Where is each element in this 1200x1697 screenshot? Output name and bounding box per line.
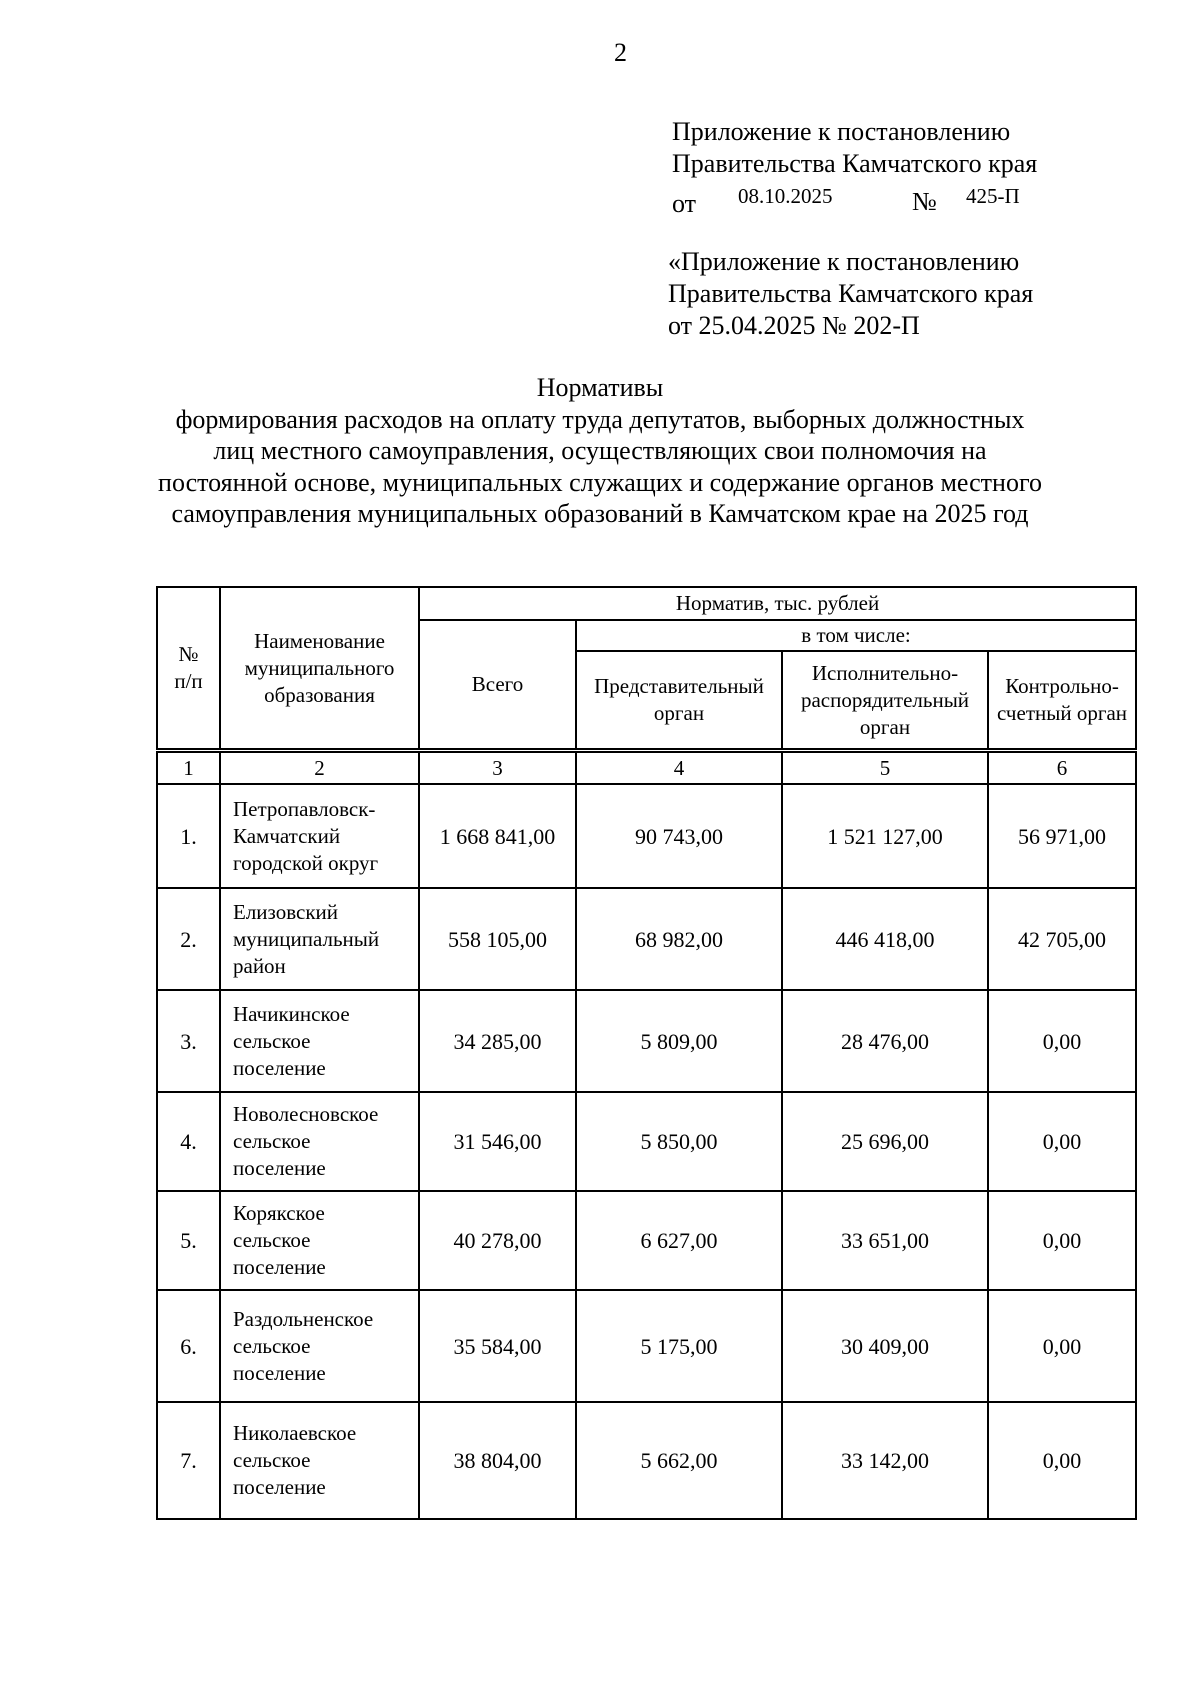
appendix-current-line2: Правительства Камчатского края xyxy=(672,149,1038,178)
header-name: Наименование муниципального образования xyxy=(220,587,419,749)
row-no: 2. xyxy=(157,888,220,990)
row-total: 1 668 841,00 xyxy=(419,784,576,888)
column-number: 2 xyxy=(220,752,419,784)
title-line: постоянной основе, муниципальных служащих и содержание органов местного xyxy=(158,467,1042,497)
appendix-current-line1: Приложение к постановлению xyxy=(672,117,1011,146)
row-no: 7. xyxy=(157,1402,220,1519)
row-representative: 5 175,00 xyxy=(576,1290,782,1402)
row-control: 56 971,00 xyxy=(988,784,1136,888)
from-label: от xyxy=(672,189,697,218)
header-norm-group: Норматив, тыс. рублей xyxy=(419,587,1136,620)
title-line: формирования расходов на оплату труда депутатов, выборных должностных xyxy=(175,404,1025,434)
row-no: 6. xyxy=(157,1290,220,1402)
row-total: 31 546,00 xyxy=(419,1092,576,1191)
row-control: 42 705,00 xyxy=(988,888,1136,990)
column-number: 1 xyxy=(157,752,220,784)
column-number: 3 xyxy=(419,752,576,784)
row-representative: 6 627,00 xyxy=(576,1191,782,1290)
row-no: 4. xyxy=(157,1092,220,1191)
row-no: 3. xyxy=(157,990,220,1092)
row-total: 35 584,00 xyxy=(419,1290,576,1402)
row-executive: 33 651,00 xyxy=(782,1191,988,1290)
title-line: самоуправления муниципальных образований в Камчатском крае на 2025 год xyxy=(171,499,1029,528)
row-total: 558 105,00 xyxy=(419,888,576,990)
appendix-previous-line2: Правительства Камчатского края xyxy=(668,279,1034,308)
row-no: 1. xyxy=(157,784,220,888)
appendix-current-block xyxy=(672,116,1037,216)
row-name: Раздольненское сельское поселение xyxy=(220,1290,419,1402)
appendix-previous-line1: «Приложение к постановлению xyxy=(668,247,1020,276)
table-row xyxy=(157,990,1136,1092)
row-name: Корякское сельское поселение xyxy=(220,1191,419,1290)
row-executive: 30 409,00 xyxy=(782,1290,988,1402)
page-number: 2 xyxy=(614,38,627,67)
header-control: Контрольно-счетный орган xyxy=(988,651,1136,749)
row-representative: 5 809,00 xyxy=(576,990,782,1092)
row-total: 38 804,00 xyxy=(419,1402,576,1519)
number-sign: № xyxy=(912,187,937,216)
header-including: в том числе: xyxy=(576,620,1136,651)
appendix-current-ref xyxy=(672,180,1037,216)
column-number: 5 xyxy=(782,752,988,784)
row-executive: 25 696,00 xyxy=(782,1092,988,1191)
row-representative: 68 982,00 xyxy=(576,888,782,990)
appendix-previous-line3: от 25.04.2025 № 202-П xyxy=(668,311,920,340)
decree-number: 425-П xyxy=(966,184,1020,208)
header-total: Всего xyxy=(419,620,576,749)
row-control: 0,00 xyxy=(988,1191,1136,1290)
title-heading: Нормативы xyxy=(536,373,664,402)
column-numbers-row xyxy=(157,752,1136,784)
table-row xyxy=(157,1092,1136,1191)
row-executive: 446 418,00 xyxy=(782,888,988,990)
table-row xyxy=(157,1290,1136,1402)
row-control: 0,00 xyxy=(988,1290,1136,1402)
row-control: 0,00 xyxy=(988,1402,1136,1519)
appendix-previous-block xyxy=(668,246,1033,342)
table-row xyxy=(157,1191,1136,1290)
table-row xyxy=(157,1402,1136,1519)
column-number: 4 xyxy=(576,752,782,784)
row-representative: 5 850,00 xyxy=(576,1092,782,1191)
row-executive: 33 142,00 xyxy=(782,1402,988,1519)
row-representative: 5 662,00 xyxy=(576,1402,782,1519)
row-name: Николаевское сельское поселение xyxy=(220,1402,419,1519)
header-executive: Исполнительно-распорядительный орган xyxy=(782,651,988,749)
title-line: лиц местного самоуправления, осуществляющих свои полномочия на xyxy=(213,436,987,465)
data-table xyxy=(156,751,1137,1520)
table-header xyxy=(156,586,1137,750)
decree-date: 08.10.2025 xyxy=(738,184,833,208)
header-representative: Представительный орган xyxy=(576,651,782,749)
row-executive: 28 476,00 xyxy=(782,990,988,1092)
row-name: Петропавловск-Камчатский городской округ xyxy=(220,784,419,888)
header-no: № п/п xyxy=(157,587,220,749)
table-row xyxy=(157,784,1136,888)
row-control: 0,00 xyxy=(988,1092,1136,1191)
row-name: Елизовский муниципальный район xyxy=(220,888,419,990)
row-executive: 1 521 127,00 xyxy=(782,784,988,888)
column-number: 6 xyxy=(988,752,1136,784)
row-name: Начикинское сельское поселение xyxy=(220,990,419,1092)
row-control: 0,00 xyxy=(988,990,1136,1092)
row-name: Новолесновское сельское поселение xyxy=(220,1092,419,1191)
row-representative: 90 743,00 xyxy=(576,784,782,888)
table-row xyxy=(157,888,1136,990)
row-no: 5. xyxy=(157,1191,220,1290)
row-total: 34 285,00 xyxy=(419,990,576,1092)
row-total: 40 278,00 xyxy=(419,1191,576,1290)
document-title xyxy=(130,372,1070,530)
